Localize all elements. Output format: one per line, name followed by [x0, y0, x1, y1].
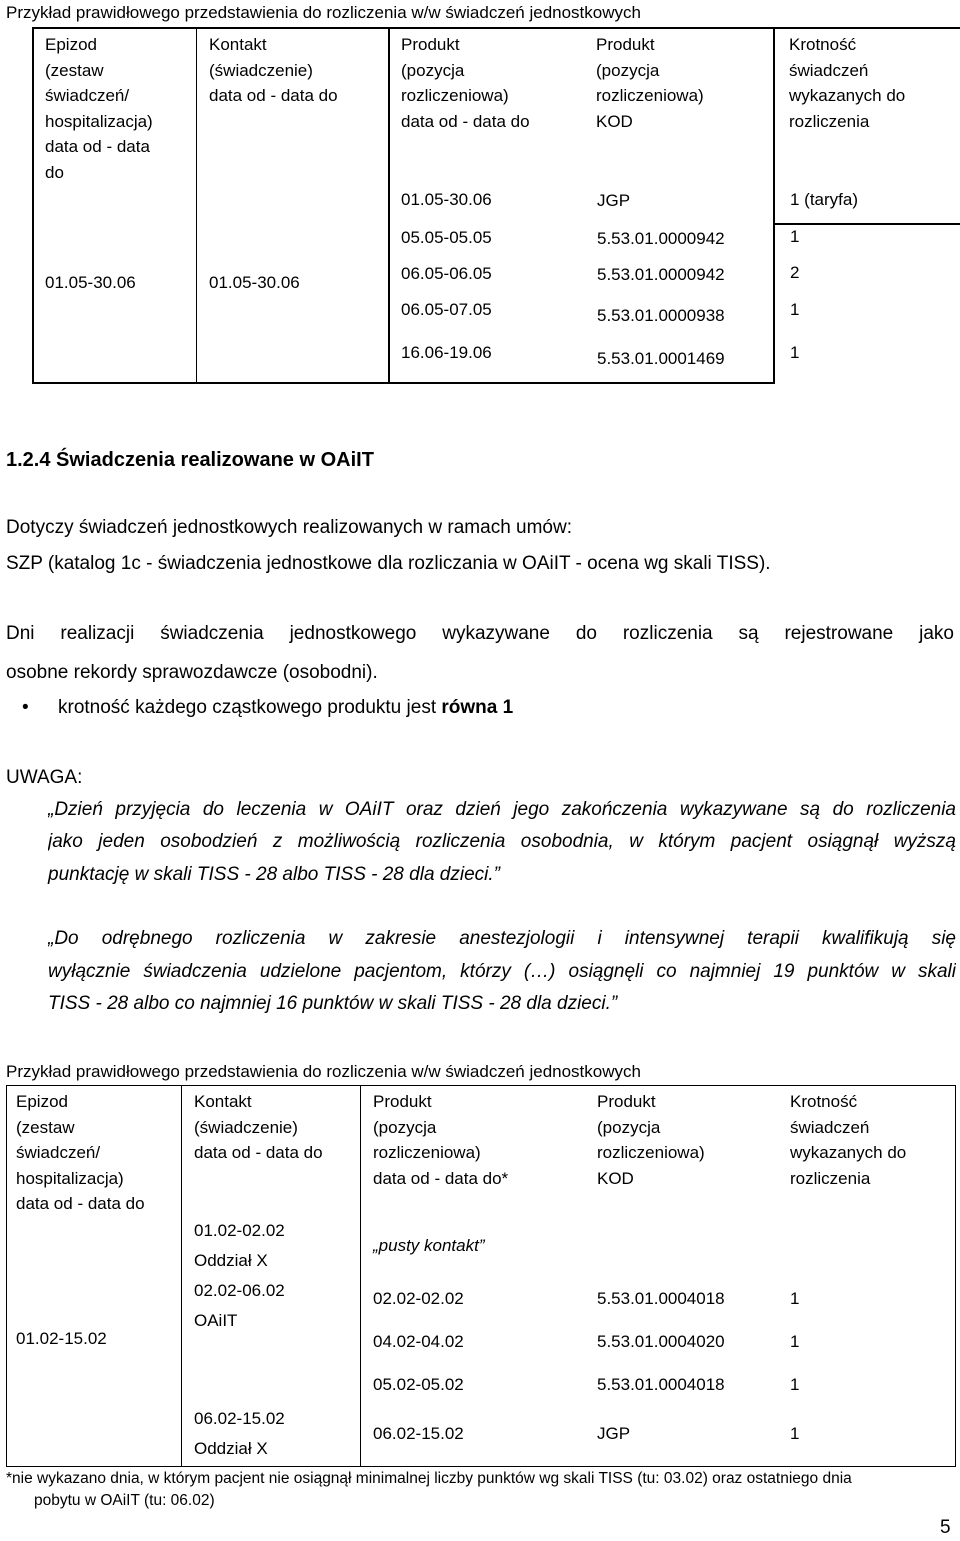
t2-row-date: 06.02-15.02: [373, 1424, 464, 1443]
t2-row-count: 1: [790, 1332, 800, 1351]
t2-row-count: 1: [790, 1424, 800, 1443]
t2-header-contact: Kontakt (świadczenie) data od - data do: [194, 1092, 323, 1162]
t2-row-code: 5.53.01.0004020: [597, 1332, 725, 1351]
t2-row-code: 5.53.01.0004018: [597, 1375, 725, 1394]
t2-row-code: JGP: [597, 1424, 631, 1443]
bullet-item: krotność każdego cząstkowego produktu jest równa 1: [58, 697, 514, 718]
t1-header-product-date: Produkt (pozycja rozliczeniowa) data od - data do: [401, 35, 530, 131]
t1-row-count: 1: [790, 300, 800, 319]
t1-header-product-code: Produkt (pozycja rozliczeniowa) KOD: [596, 35, 704, 131]
t2-header-product-code: Produkt (pozycja rozliczeniowa) KOD: [597, 1092, 705, 1188]
t1-episode-date: 01.05-30.06: [45, 273, 136, 292]
t2-contact-date: 02.02-06.02: [194, 1281, 285, 1300]
t2-header-product-date: Produkt (pozycja rozliczeniowa) data od - data do*: [373, 1092, 509, 1188]
caption-top: Przykład prawidłowego przedstawienia do rozliczenia w/w świadczeń jednostkowych: [6, 3, 641, 22]
t1-header-episode: Epizod (zestaw świadczeń/ hospitalizacja) data od - data do: [45, 35, 153, 182]
t1-header-count: Krotność świadczeń wykazanych do rozliczenia: [789, 35, 906, 131]
t2-contact-ward: Oddział X: [194, 1251, 268, 1270]
t2-contact-date: 01.02-02.02: [194, 1221, 285, 1240]
t2-row-count: 1: [790, 1375, 800, 1394]
t1-contact-date: 01.05-30.06: [209, 273, 300, 292]
t1-row-date: 05.05-05.05: [401, 228, 492, 247]
t2-row-count: 1: [790, 1289, 800, 1308]
t1-header-contact: Kontakt (świadczenie) data od - data do: [209, 35, 338, 105]
t1-row-date: 01.05-30.06: [401, 190, 492, 209]
paragraph-1-line-2: SZP (katalog 1c - świadczenia jednostkowe dla rozliczania w OAiIT - ocena wg skali TISS).: [6, 553, 771, 574]
section-heading: 1.2.4 Świadczenia realizowane w OAiIT: [6, 449, 374, 471]
t1-row-count: 1 (taryfa): [790, 190, 859, 209]
t1-row-date: 06.05-07.05: [401, 300, 492, 319]
t2-contact-ward: OAiIT: [194, 1311, 238, 1330]
t2-header-count: Krotność świadczeń wykazanych do rozliczenia: [790, 1092, 907, 1188]
t1-row-date: 16.06-19.06: [401, 343, 492, 362]
t1-row-count: 1: [790, 343, 800, 362]
bullet-icon: •: [22, 697, 29, 718]
t2-empty-contact: „pusty kontakt”: [373, 1236, 485, 1255]
t2-contact-ward: Oddział X: [194, 1439, 268, 1458]
page-number: 5: [940, 1517, 951, 1538]
note-label: UWAGA:: [6, 767, 83, 788]
paragraph-2-line-1: Dni realizacji świadczenia jednostkowego wykazywane do rozliczenia są rejestrowane jako: [6, 623, 954, 644]
footnote-line-2: pobytu w OAiIT (tu: 06.02): [34, 1492, 215, 1509]
t1-row-date: 06.05-06.05: [401, 264, 492, 283]
t2-row-date: 04.02-04.02: [373, 1332, 464, 1351]
t2-row-date: 02.02-02.02: [373, 1289, 464, 1308]
footnote-line-1: *nie wykazano dnia, w którym pacjent nie osiągnął minimalnej liczby punktów wg skali TISS (tu: 03.02) oraz ostatniego dnia: [6, 1470, 852, 1487]
t1-row-count: 2: [790, 263, 800, 282]
t1-row-code: 5.53.01.0000942: [597, 265, 725, 284]
paragraph-1-line-1: Dotyczy świadczeń jednostkowych realizowanych w ramach umów:: [6, 517, 573, 538]
t2-contact-date: 06.02-15.02: [194, 1409, 285, 1428]
t2-row-code: 5.53.01.0004018: [597, 1289, 725, 1308]
t1-row-code: 5.53.01.0000938: [597, 306, 725, 325]
t2-episode-date: 01.02-15.02: [16, 1329, 107, 1348]
t1-row-count: 1: [790, 227, 800, 246]
t2-header-episode: Epizod (zestaw świadczeń/ hospitalizacja) data od - data do: [16, 1092, 145, 1213]
t1-row-code: JGP: [597, 191, 631, 210]
t1-row-code: 5.53.01.0001469: [597, 349, 725, 368]
t1-row-code: 5.53.01.0000942: [597, 229, 725, 248]
t2-row-date: 05.02-05.02: [373, 1375, 464, 1394]
paragraph-2-line-2: osobne rekordy sprawozdawcze (osobodni).: [6, 662, 378, 683]
caption-bottom: Przykład prawidłowego przedstawienia do rozliczenia w/w świadczeń jednostkowych: [6, 1062, 641, 1081]
